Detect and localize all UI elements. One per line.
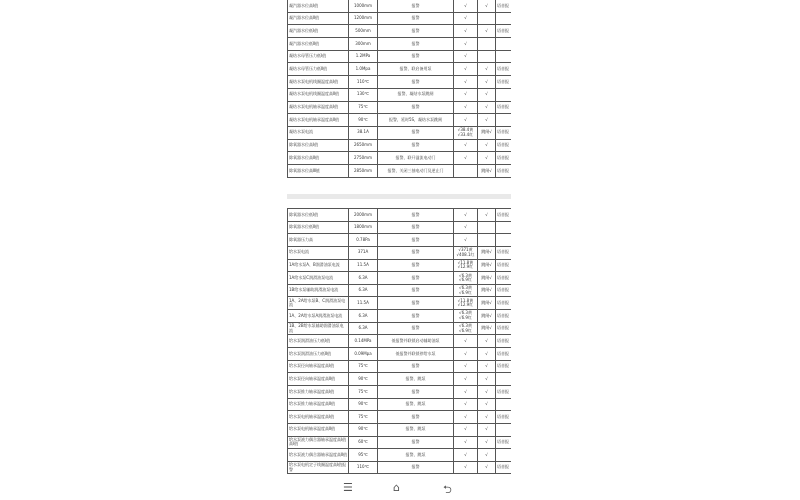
param-name: 凝结水泵电机线圈温度高Ⅰ值 bbox=[288, 76, 349, 89]
trip-flag: 跳闸√ bbox=[478, 310, 496, 323]
setpoint: 6.3A bbox=[349, 284, 378, 297]
param-name: 除氧器水位高Ⅱ值 bbox=[288, 152, 349, 165]
voice-alarm: 语音报 bbox=[496, 348, 512, 361]
setpoint: 2850mm bbox=[349, 164, 378, 177]
setpoint: 130℃ bbox=[349, 88, 378, 101]
navigation-bar bbox=[0, 478, 800, 500]
voice-alarm: 语音报 bbox=[496, 360, 512, 373]
voice-alarm bbox=[496, 423, 512, 436]
setpoint: 95℃ bbox=[349, 449, 378, 462]
table-row bbox=[288, 209, 512, 222]
setpoint: 300mm bbox=[349, 38, 378, 51]
setpoint: 1200mm bbox=[349, 12, 378, 25]
setpoint: 110℃ bbox=[349, 461, 378, 474]
action: 报警 bbox=[378, 76, 454, 89]
param-name: 凝结水泵电流 bbox=[288, 126, 349, 139]
voice-alarm bbox=[496, 114, 512, 127]
setpoint: 6.3A bbox=[349, 272, 378, 285]
setpoint: 6.3A bbox=[349, 310, 378, 323]
trip-flag: √ bbox=[478, 398, 496, 411]
trip-flag: 跳闸√ bbox=[478, 284, 496, 297]
alarm-flag: √ bbox=[454, 12, 478, 25]
voice-alarm bbox=[496, 398, 512, 411]
trip-flag: √ bbox=[478, 436, 496, 449]
action: 报警，联开溢流电动门 bbox=[378, 152, 454, 165]
trip-flag: √ bbox=[478, 76, 496, 89]
voice-alarm: 语音报 bbox=[496, 284, 512, 297]
trip-flag: √ bbox=[478, 152, 496, 165]
alarm-flag: √38.4黄 √33.4红 bbox=[454, 126, 478, 139]
table-row bbox=[288, 335, 512, 348]
alarm-flag: √ bbox=[454, 411, 478, 424]
action: 报警 bbox=[378, 272, 454, 285]
alarm-flag: √ bbox=[454, 221, 478, 234]
param-name: 给水泵推力轴承温度高Ⅱ值 bbox=[288, 398, 349, 411]
voice-alarm bbox=[496, 12, 512, 25]
table-row bbox=[288, 310, 512, 323]
table-row bbox=[288, 411, 512, 424]
voice-alarm: 语音报 bbox=[496, 164, 512, 177]
param-name: 除氧器水位高Ⅰ值 bbox=[288, 139, 349, 152]
param-name: 1A、2A给水泵A润滑油泵电流 bbox=[288, 310, 349, 323]
alarm-flag: √ bbox=[454, 449, 478, 462]
alarm-flag: √6.3黄 √6.9红 bbox=[454, 310, 478, 323]
trip-flag bbox=[478, 234, 496, 247]
voice-alarm: 语音报 bbox=[496, 0, 512, 12]
table-row bbox=[288, 152, 512, 165]
table-row bbox=[288, 423, 512, 436]
table-row bbox=[288, 272, 512, 285]
table-row bbox=[288, 259, 512, 272]
table-row bbox=[288, 50, 512, 63]
table-row bbox=[288, 88, 512, 101]
alarm-flag: √ bbox=[454, 101, 478, 114]
action: 报警 bbox=[378, 221, 454, 234]
voice-alarm: 语音报 bbox=[496, 335, 512, 348]
param-name: 给水泵推力轴承温度高Ⅰ值 bbox=[288, 385, 349, 398]
document-page-2 bbox=[287, 208, 511, 475]
alarm-flag bbox=[454, 164, 478, 177]
table-row bbox=[288, 360, 512, 373]
action: 报警 bbox=[378, 38, 454, 51]
action: 报警，跳泵 bbox=[378, 423, 454, 436]
setpoint: 75℃ bbox=[349, 360, 378, 373]
action: 报警 bbox=[378, 209, 454, 222]
voice-alarm: 语音报 bbox=[496, 385, 512, 398]
voice-alarm: 语音报 bbox=[496, 411, 512, 424]
voice-alarm: 语音报 bbox=[496, 246, 512, 259]
voice-alarm bbox=[496, 449, 512, 462]
setpoint: 90℃ bbox=[349, 398, 378, 411]
action: 报警 bbox=[378, 297, 454, 310]
voice-alarm: 语音报 bbox=[496, 101, 512, 114]
param-name: 1A给水泵C润滑油泵电流 bbox=[288, 272, 349, 285]
param-name: 给水泵电机定子线圈温度高Ⅰ值报警 bbox=[288, 461, 349, 474]
alarm-flag: √6.3黄 √6.9红 bbox=[454, 322, 478, 335]
trip-flag: √ bbox=[478, 209, 496, 222]
action: 报警，联启备用泵 bbox=[378, 63, 454, 76]
table-row bbox=[288, 297, 512, 310]
voice-alarm bbox=[496, 50, 512, 63]
setpoint: 371A bbox=[349, 246, 378, 259]
param-name: 除氧器水位低Ⅱ值 bbox=[288, 221, 349, 234]
trip-flag: √ bbox=[478, 101, 496, 114]
trip-flag: 跳闸√ bbox=[478, 322, 496, 335]
table-row bbox=[288, 76, 512, 89]
trip-flag: √ bbox=[478, 0, 496, 12]
param-name: 凝结水母管压力低Ⅱ值 bbox=[288, 63, 349, 76]
voice-alarm: 语音报 bbox=[496, 272, 512, 285]
action: 报警 bbox=[378, 411, 454, 424]
alarm-flag: √ bbox=[454, 0, 478, 12]
table-row bbox=[288, 385, 512, 398]
voice-alarm: 语音报 bbox=[496, 209, 512, 222]
param-name: 给水泵润滑油压力低Ⅱ值 bbox=[288, 348, 349, 361]
table-row bbox=[288, 284, 512, 297]
trip-flag: √ bbox=[478, 423, 496, 436]
back-icon[interactable]: ⮌ bbox=[443, 483, 452, 496]
table-row bbox=[288, 373, 512, 386]
trip-flag: √ bbox=[478, 449, 496, 462]
voice-alarm: 语音报 bbox=[496, 297, 512, 310]
alarm-flag: √ bbox=[454, 50, 478, 63]
alarm-flag: √ bbox=[454, 234, 478, 247]
alarm-flag: √ bbox=[454, 63, 478, 76]
trip-flag: √ bbox=[478, 385, 496, 398]
action: 报警 bbox=[378, 50, 454, 63]
voice-alarm bbox=[496, 373, 512, 386]
setpoint: 1.2MPa bbox=[349, 50, 378, 63]
param-name: 凝结水泵电机轴承温度高Ⅰ值 bbox=[288, 101, 349, 114]
voice-alarm bbox=[496, 38, 512, 51]
param-name: 1A、2A给水泵B、C润滑油泵电流 bbox=[288, 297, 349, 310]
param-name: 除氧器压力高 bbox=[288, 234, 349, 247]
trip-flag: 跳闸√ bbox=[478, 126, 496, 139]
action: 报警 bbox=[378, 0, 454, 12]
alarm-flag: √ bbox=[454, 398, 478, 411]
action: 报警，跳泵 bbox=[378, 449, 454, 462]
param-name: 1A给水泵A、B润滑油泵电流 bbox=[288, 259, 349, 272]
action: 报警 bbox=[378, 12, 454, 25]
table-row bbox=[288, 221, 512, 234]
setpoint: 75℃ bbox=[349, 411, 378, 424]
table-row bbox=[288, 139, 512, 152]
table-row bbox=[288, 348, 512, 361]
alarm-flag: √ bbox=[454, 348, 478, 361]
action: 报警 bbox=[378, 101, 454, 114]
action: 报警 bbox=[378, 259, 454, 272]
param-name: 凝汽器水位低Ⅱ值 bbox=[288, 38, 349, 51]
voice-alarm: 语音报 bbox=[496, 63, 512, 76]
param-name: 凝汽器水位高Ⅱ值 bbox=[288, 12, 349, 25]
voice-alarm: 语音报 bbox=[496, 461, 512, 474]
alarm-flag: √ bbox=[454, 461, 478, 474]
trip-flag: 跳闸√ bbox=[478, 259, 496, 272]
alarm-flag: √ bbox=[454, 76, 478, 89]
table-row bbox=[288, 449, 512, 462]
action: 低报警并联锁停给水泵 bbox=[378, 348, 454, 361]
trip-flag: √ bbox=[478, 114, 496, 127]
page-separator bbox=[287, 194, 511, 199]
action: 报警 bbox=[378, 284, 454, 297]
alarm-flag: √11.8黄 √12.9红 bbox=[454, 259, 478, 272]
setpoint: 1000mm bbox=[349, 0, 378, 12]
alarm-flag: √ bbox=[454, 373, 478, 386]
setpoint: 110℃ bbox=[349, 76, 378, 89]
setpoint: 0.78Pa bbox=[349, 234, 378, 247]
trip-flag: √ bbox=[478, 88, 496, 101]
action: 报警，关闭三抽电动门及逆止门 bbox=[378, 164, 454, 177]
trip-flag: √ bbox=[478, 373, 496, 386]
setpoint: 90℃ bbox=[349, 373, 378, 386]
setpoint: 0.14MPa bbox=[349, 335, 378, 348]
alarm-flag: √371黄 √408.1红 bbox=[454, 246, 478, 259]
alarm-flag: √ bbox=[454, 335, 478, 348]
setpoint: 500mm bbox=[349, 25, 378, 38]
alarm-flag: √ bbox=[454, 38, 478, 51]
trip-flag: √ bbox=[478, 461, 496, 474]
alarm-flag: √6.3黄 √6.9红 bbox=[454, 284, 478, 297]
table-row bbox=[288, 461, 512, 474]
table-row bbox=[288, 234, 512, 247]
table-row bbox=[288, 101, 512, 114]
table-row bbox=[288, 63, 512, 76]
alarm-flag: √ bbox=[454, 139, 478, 152]
alarm-flag: √ bbox=[454, 360, 478, 373]
trip-flag: 跳闸√ bbox=[478, 272, 496, 285]
table-row bbox=[288, 322, 512, 335]
setpoint: 75℃ bbox=[349, 101, 378, 114]
trip-flag bbox=[478, 221, 496, 234]
setpoint: 1800mm bbox=[349, 221, 378, 234]
table-row bbox=[288, 436, 512, 449]
setpoint: 11.5A bbox=[349, 297, 378, 310]
setpoint: 2000mm bbox=[349, 209, 378, 222]
action: 报警，延时5S，凝结水泵跳闸 bbox=[378, 114, 454, 127]
table-row bbox=[288, 246, 512, 259]
table-row bbox=[288, 38, 512, 51]
setpoint: 1.0Mpa bbox=[349, 63, 378, 76]
alarm-flag: √ bbox=[454, 209, 478, 222]
setpoint: 2650mm bbox=[349, 139, 378, 152]
param-name: 1B给水泵辅助润滑油泵电流 bbox=[288, 284, 349, 297]
action: 报警 bbox=[378, 310, 454, 323]
alarm-flag: √ bbox=[454, 152, 478, 165]
param-name: 给水泵径向轴承温度高Ⅱ值 bbox=[288, 373, 349, 386]
trip-flag: √ bbox=[478, 25, 496, 38]
action: 报警 bbox=[378, 234, 454, 247]
voice-alarm: 语音报 bbox=[496, 139, 512, 152]
action: 低报警并联锁启动辅助油泵 bbox=[378, 335, 454, 348]
voice-alarm: 语音报 bbox=[496, 126, 512, 139]
param-name: 凝结水泵电机线圈温度高Ⅱ值 bbox=[288, 88, 349, 101]
param-name: 给水泵液力偶合器轴承温度高Ⅱ值 bbox=[288, 449, 349, 462]
param-name: 凝汽器水位低Ⅰ值 bbox=[288, 25, 349, 38]
alarm-flag: √ bbox=[454, 25, 478, 38]
voice-alarm: 语音报 bbox=[496, 310, 512, 323]
alarm-flag: √ bbox=[454, 385, 478, 398]
table-row bbox=[288, 25, 512, 38]
action: 报警，凝结水泵跳闸 bbox=[378, 88, 454, 101]
action: 报警 bbox=[378, 360, 454, 373]
param-name: 1B、2B给水泵辅助润滑油泵电流 bbox=[288, 322, 349, 335]
home-icon[interactable]: ⌂ bbox=[393, 481, 400, 494]
alarm-table-page-1 bbox=[287, 0, 511, 178]
param-name: 给水泵液力偶合器轴承温度高Ⅰ值高Ⅰ值 bbox=[288, 436, 349, 449]
action: 报警 bbox=[378, 126, 454, 139]
action: 报警 bbox=[378, 139, 454, 152]
alarm-flag: √6.3黄 √6.9红 bbox=[454, 272, 478, 285]
voice-alarm: 语音报 bbox=[496, 259, 512, 272]
setpoint: 38.1A bbox=[349, 126, 378, 139]
param-name: 给水泵径向轴承温度高Ⅰ值 bbox=[288, 360, 349, 373]
alarm-flag: √ bbox=[454, 436, 478, 449]
trip-flag bbox=[478, 38, 496, 51]
trip-flag: √ bbox=[478, 348, 496, 361]
setpoint: 90℃ bbox=[349, 423, 378, 436]
voice-alarm: 语音报 bbox=[496, 25, 512, 38]
param-name: 除氧器水位低Ⅰ值 bbox=[288, 209, 349, 222]
trip-flag: 跳闸√ bbox=[478, 164, 496, 177]
table-row bbox=[288, 12, 512, 25]
trip-flag: √ bbox=[478, 360, 496, 373]
voice-alarm: 语音报 bbox=[496, 76, 512, 89]
alarm-flag: √ bbox=[454, 88, 478, 101]
voice-alarm: 语音报 bbox=[496, 322, 512, 335]
param-name: 给水泵电机轴承温度高Ⅰ值 bbox=[288, 411, 349, 424]
param-name: 凝结水母管压力低Ⅰ值 bbox=[288, 50, 349, 63]
trip-flag: √ bbox=[478, 335, 496, 348]
alarm-flag: √ bbox=[454, 114, 478, 127]
action: 报警 bbox=[378, 385, 454, 398]
action: 报警，跳泵 bbox=[378, 398, 454, 411]
param-name: 凝结水泵电机轴承温度高Ⅱ值 bbox=[288, 114, 349, 127]
setpoint: 2750mm bbox=[349, 152, 378, 165]
action: 报警 bbox=[378, 322, 454, 335]
param-name: 给水泵电流 bbox=[288, 246, 349, 259]
table-row bbox=[288, 398, 512, 411]
voice-alarm bbox=[496, 221, 512, 234]
trip-flag bbox=[478, 50, 496, 63]
param-name: 凝汽器水位高Ⅰ值 bbox=[288, 0, 349, 12]
voice-alarm bbox=[496, 88, 512, 101]
action: 报警，跳泵 bbox=[378, 373, 454, 386]
param-name: 给水泵润滑油压力低Ⅰ值 bbox=[288, 335, 349, 348]
trip-flag: 跳闸√ bbox=[478, 246, 496, 259]
setpoint: 75℃ bbox=[349, 385, 378, 398]
trip-flag: √ bbox=[478, 411, 496, 424]
trip-flag bbox=[478, 12, 496, 25]
table-row bbox=[288, 126, 512, 139]
setpoint: 90℃ bbox=[349, 114, 378, 127]
menu-icon[interactable]: ☰ bbox=[343, 481, 353, 494]
trip-flag: √ bbox=[478, 139, 496, 152]
action: 报警 bbox=[378, 246, 454, 259]
alarm-table-page-2 bbox=[287, 208, 511, 474]
alarm-flag: √ bbox=[454, 423, 478, 436]
setpoint: 60℃ bbox=[349, 436, 378, 449]
param-name: 除氧器水位高Ⅲ值 bbox=[288, 164, 349, 177]
table-row bbox=[288, 164, 512, 177]
setpoint: 11.5A bbox=[349, 259, 378, 272]
param-name: 给水泵电机轴承温度高Ⅱ值 bbox=[288, 423, 349, 436]
alarm-flag: √11.8黄 √12.9红 bbox=[454, 297, 478, 310]
action: 报警 bbox=[378, 461, 454, 474]
setpoint: 6.3A bbox=[349, 322, 378, 335]
action: 报警 bbox=[378, 25, 454, 38]
table-row bbox=[288, 0, 512, 12]
document-page-1 bbox=[287, 0, 511, 178]
voice-alarm bbox=[496, 234, 512, 247]
action: 报警 bbox=[378, 436, 454, 449]
trip-flag: √ bbox=[478, 63, 496, 76]
voice-alarm: 语音报 bbox=[496, 436, 512, 449]
table-row bbox=[288, 114, 512, 127]
voice-alarm: 语音报 bbox=[496, 152, 512, 165]
setpoint: 0.09Mpa bbox=[349, 348, 378, 361]
trip-flag: 跳闸√ bbox=[478, 297, 496, 310]
